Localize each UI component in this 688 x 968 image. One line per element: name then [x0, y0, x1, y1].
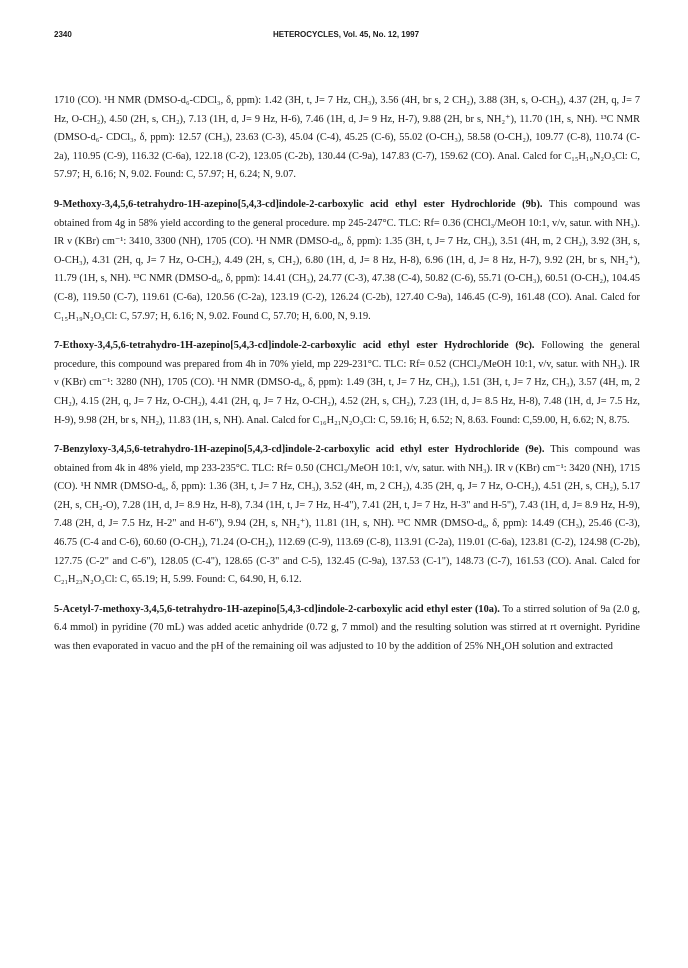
- paragraph-text: Following the general procedure, this compound was prepared from 4h in 70% yield, mp 229-231°C. TLC: Rf= 0.52 (CHCl₃/MeOH 10:1, v/v, satur. with NH₃). IR ν (KBr) cm⁻¹: 3280 (NH), 1705 (CO). ¹H NMR (DMSO-d₆, δ, ppm): 1.49 (3H, t, J= 7 Hz, CH₃), 1.51 (3H, t, J= 7 Hz, CH₃), 3.57 (4H, m, 2 CH₂), 4.15 (2H, q, J= 7 Hz, O-CH₂), 4.41 (2H, q, J= 7 Hz, O-CH₂), 4.52 (2H, s, CH₂), 7.23 (1H, d, J= 8.5 Hz, H-8), 7.48 (1H, d, J= 7.5 Hz, H-9), 9.98 (2H, br s, NH₂), 11.83 (1H, s, NH). Anal. Calcd for C₁₆H₂₁N₂O₃Cl: C, 59.16; H, 6.52; N, 8.63. Found: C,59.00, H, 6.62; N, 8.75.: [54, 340, 640, 426]
- paragraph-compound-9e: [54, 441, 640, 590]
- paragraph-text: 1710 (CO). ¹H NMR (DMSO-d₆-CDCl₃, δ, ppm): 1.42 (3H, t, J= 7 Hz, CH₃), 3.56 (4H, br s, 2 CH₂), 3.88 (3H, s, O-CH₃), 4.37 (2H, q, J= 7 Hz, O-CH₂), 4.50 (2H, s, CH₂), 7.13 (1H, d, J= 9 Hz, H-6), 7.46 (1H, d, J= 9 Hz, H-7), 9.88 (2H, br s, NH₂⁺), 11.70 (1H, s, NH). ¹³C NMR (DMSO-d₆- CDCl₃, δ, ppm): 12.57 (CH₃), 23.63 (C-3), 45.04 (C-4), 45.25 (C-6), 55.02 (O-CH₃), 58.58 (O-CH₂), 109.77 (C-8), 110.74 (C-2a), 110.95 (C-9), 116.32 (C-6a), 122.18 (C-2), 123.05 (C-2b), 130.44 (C-9a), 147.83 (C-7), 159.62 (CO). Anal. Calcd for C₁₅H₁₉N₂O₃Cl: C, 57.97; H, 6.16; N, 9.02. Found: C, 57.97; H, 6.24; N, 9.07.: [54, 95, 640, 181]
- compound-heading: 7-Benzyloxy-3,4,5,6-tetrahydro-1H-azepino[5,4,3-cd]indole-2-carboxylic acid ethyl ester Hydrochloride (9e).: [54, 444, 545, 456]
- page-number: 2340: [54, 30, 72, 39]
- compound-heading: 9-Methoxy-3,4,5,6-tetrahydro-1H-azepino[5,4,3-cd]indole-2-carboxylic acid ethyl ester Hydrochloride (9b).: [54, 198, 543, 210]
- compound-heading: 5-Acetyl-7-methoxy-3,4,5,6-tetrahydro-1H-azepino[5,4,3-cd]indole-2-carboxylic acid ethyl ester (10a).: [54, 603, 500, 615]
- paragraph-text: This compound was obtained from 4g in 58% yield according to the general procedure. mp 245-247°C. TLC: Rf= 0.36 (CHCl₃/MeOH 10:1, v/v, satur. with NH₃). IR ν (KBr) cm⁻¹: 3410, 3300 (NH), 1705 (CO). ¹H NMR (DMSO-d₆, δ, ppm): 1.35 (3H, t, J= 7 Hz, CH₃), 3.51 (4H, m, 2 CH₂), 3.92 (3H, s, O-CH₃), 4.31 (2H, q, J= 7 Hz, O-CH₂), 4.49 (2H, s, CH₂), 6.80 (1H, d, J= 8 Hz, H-8), 6.96 (1H, d, J= 8 Hz, H-7), 9.92 (2H, br s, NH₂⁺), 11.79 (1H, s, NH). ¹³C NMR (DMSO-d₆, δ, ppm): 14.41 (CH₃), 24.77 (C-3), 47.38 (C-4), 50.82 (C-6), 55.71 (O-CH₃), 60.51 (O-CH₂), 104.45 (C-8), 119.50 (C-7), 119.61 (C-6a), 120.56 (C-2a), 123.19 (C-2), 126.24 (C-2b), 127.40 C-9a), 146.45 (C-9), 161.48 (CO). Anal. Calcd for C₁₅H₁₉N₂O₃Cl: C, 57.97; H, 6.16; N, 9.02. Found C, 57.70; H, 6.00, N, 9.19.: [54, 198, 641, 322]
- paragraph-continued-9a: [54, 92, 640, 185]
- paragraph-compound-9b: [54, 196, 640, 326]
- paragraph-compound-10a: [54, 601, 640, 657]
- body-text: [54, 92, 640, 668]
- page-header: [54, 30, 638, 44]
- paragraph-text: To a stirred solution of 9a (2.0 g, 6.4 mmol) in pyridine (70 mL) was added acetic anhydride (0.72 g, 7 mmol) and the resulting solution was stirred at rt overnight. Pyridine was then evaporated in vacuo and the pH of the remaining oil was adjusted to 10 by the addition of 25% NH₄OH solution and extracted: [54, 603, 640, 653]
- paragraph-compound-9c: [54, 337, 640, 430]
- compound-heading: 7-Ethoxy-3,4,5,6-tetrahydro-1H-azepino[5,4,3-cd]indole-2-carboxylic acid ethyl ester Hydrochloride (9c).: [54, 340, 535, 352]
- paragraph-text: This compound was obtained from 4k in 48% yield, mp 233-235°C. TLC: Rf= 0.50 (CHCl₃/MeOH 10:1, v/v, satur. with NH₃). IR ν (KBr) cm⁻¹: 3420 (NH), 1715 (CO). ¹H NMR (DMSO-d₆, δ, ppm): 1.36 (3H, t, J= 7 Hz, CH₃), 3.52 (4H, m, 2 CH₂), 4.35 (2H, q, J= 7 Hz, O-CH₂), 4.51 (2H, s, CH₂), 5.17 (2H, s, CH₂-O), 7.28 (1H, d, J= 8.9 Hz, H-8), 7.34 (1H, t, J= 7 Hz, H-4"), 7.41 (2H, t, J= 7 Hz, H-3" and H-5"), 7.43 (1H, d, J= 8.9 Hz, H-9), 7.48 (2H, d, J= 7.5 Hz, H-2" and H-6"), 9.94 (2H, s, NH₂⁺), 11.81 (1H, s, NH). ¹³C NMR (DMSO-d₆, δ, ppm): 14.49 (CH₃), 25.46 (C-3), 46.75 (C-4 and C-6), 60.60 (O-CH₂), 71.24 (O-CH₂), 112.69 (C-9), 113.69 (C-8), 113.91 (C-2a), 119.01 (C-6a), 123.81 (C-2), 124.98 (C-2b), 127.75 (C-2" and C-6"), 128.05 (C-4"), 128.65 (C-3" and C-5), 132.45 (C-9a), 137.53 (C-1"), 148.73 (C-7), 161.53 (CO). Anal. Calcd for C₂₁H₂₃N₂O₃Cl: C, 65.19; H, 5.99. Found: C, 64.90, H, 6.12.: [54, 444, 640, 586]
- journal-running-title: HETEROCYCLES, Vol. 45, No. 12, 1997: [272, 30, 420, 39]
